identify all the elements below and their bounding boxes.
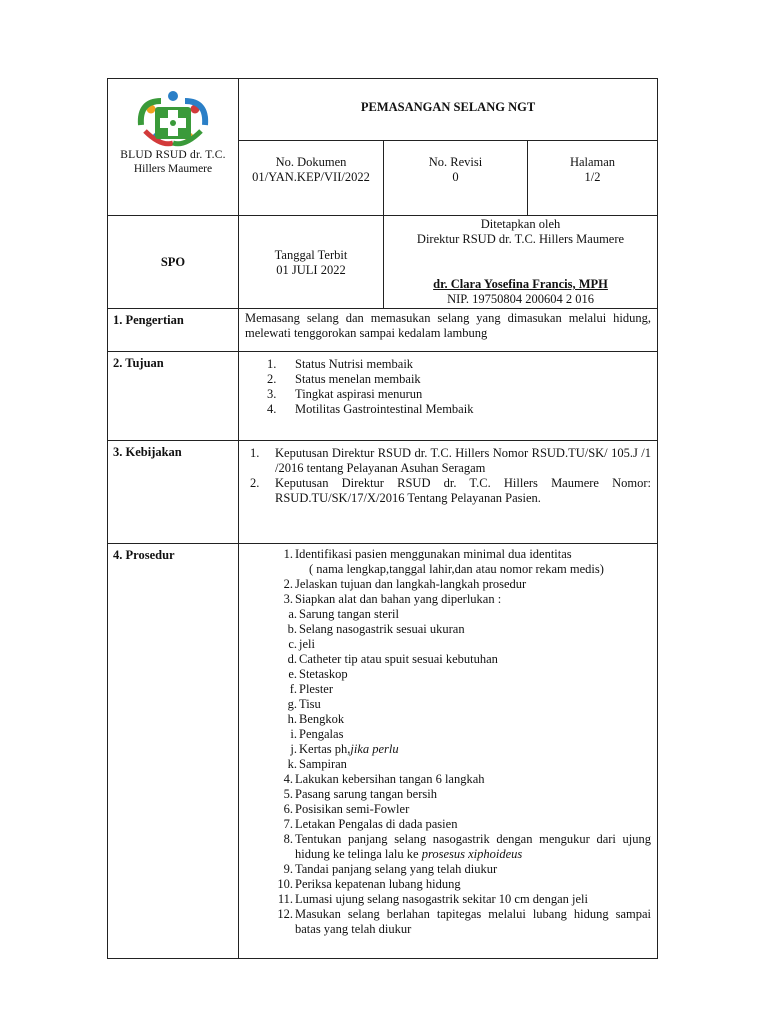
list-item: 10. Periksa kepatenan lubang hidung	[277, 877, 461, 891]
spo-label: SPO	[108, 216, 239, 309]
list-item: 1. Status Nutrisi membaik	[267, 357, 414, 371]
list-item: 8. Tentukan panjang selang nasogastrik dengan mengukur dari ujung hidung ke telinga lalu ke prosesus xiphoideus	[283, 832, 652, 861]
hospital-logo-cell	[108, 79, 239, 216]
doc-number-value: 01/YAN.KEP/VII/2022	[252, 170, 370, 184]
list-item: 7. Letakan Pengalas di dada pasien	[283, 817, 458, 831]
page-value: 1/2	[584, 170, 601, 184]
approval-cell	[384, 216, 658, 309]
sub-list-item: e. Stetaskop	[288, 667, 348, 681]
list-item: 2. Keputusan Direktur RSUD dr. T.C. Hillers Maumere Nomor: RSUD.TU/SK/17/X/2016 Tentang Pelayanan Pasien.	[250, 476, 652, 505]
section-tujuan-content	[239, 352, 658, 441]
sub-list-item: h. Bengkok	[287, 712, 345, 726]
alat-bahan-list	[249, 607, 651, 772]
list-item: 4. Motilitas Gastrointestinal Membaik	[267, 402, 474, 416]
approved-by-label: Ditetapkan oleh	[480, 217, 561, 231]
revision-cell	[384, 141, 528, 216]
hospital-name-line2: Hillers Maumere	[133, 163, 213, 175]
signer-nip: NIP. 19750804 200604 2 016	[447, 292, 594, 306]
list-item: 4. Lakukan kebersihan tangan 6 langkah	[283, 772, 485, 786]
list-item: 9. Tandai panjang selang yang telah diukur	[283, 862, 498, 876]
sub-list-item: j. Kertas ph,jika perlu	[290, 742, 399, 756]
revision-value: 0	[452, 170, 459, 184]
issue-date-value: 01 JULI 2022	[276, 263, 346, 277]
list-item: 2. Status menelan membaik	[267, 372, 421, 386]
list-item: 11. Lumasi ujung selang nasogastrik sekitar 10 cm dengan jeli	[277, 892, 588, 906]
section-prosedur-content	[239, 544, 658, 959]
sub-list-item: i. Pengalas	[290, 727, 344, 741]
sub-list-item: f. Plester	[289, 682, 334, 696]
spo-document-table	[107, 78, 658, 959]
sub-list-item: c. jeli	[288, 637, 315, 651]
section-prosedur-label: 4. Prosedur	[108, 544, 239, 959]
hospital-logo-icon	[131, 87, 215, 147]
sub-list-item: g. Tisu	[287, 697, 321, 711]
page-cell	[528, 141, 658, 216]
item1-continuation: ( nama lengkap,tanggal lahir,dan atau nomor rekam medis)	[309, 562, 604, 576]
revision-label: No. Revisi	[428, 155, 483, 169]
section-kebijakan-label: 3. Kebijakan	[108, 441, 239, 544]
issue-date-cell	[239, 216, 384, 309]
doc-number-cell	[239, 141, 384, 216]
list-item: 1. Keputusan Direktur RSUD dr. T.C. Hillers Nomor RSUD.TU/SK/ 105.J /1 /2016 tentang Pelayanan Asuhan Seragam	[250, 446, 652, 475]
list-item: 3. Siapkan alat dan bahan yang diperlukan : a. Sarung tangan steril b. Selang nasogastrik sesuai ukuran c. jeli d. Catheter tip atau spuit sesuai kebutuhan e. Stetaskop f. Plester g. Tisu h. Bengkok i. Pengalas j. Kertas ph,jika perlu k. Sampiran	[245, 592, 651, 772]
issue-date-label: Tanggal Terbit	[274, 248, 348, 262]
list-item: 5. Pasang sarung tangan bersih	[283, 787, 437, 801]
list-item: 3. Tingkat aspirasi menurun	[267, 387, 423, 401]
tujuan-list	[245, 357, 651, 417]
doc-number-label: No. Dokumen	[275, 155, 347, 169]
list-item: 6. Posisikan semi-Fowler	[283, 802, 410, 816]
director-title: Direktur RSUD dr. T.C. Hillers Maumere	[416, 232, 625, 246]
section-pengertian-text: Memasang selang dan memasukan selang yang dimasukan melalui hidung, melewati tenggorokan sampai kedalam lambung	[239, 309, 658, 352]
list-item: 1. Identifikasi pasien menggunakan minimal dua identitas ( nama lengkap,tanggal lahir,dan atau nomor rekam medis)	[245, 547, 651, 577]
list-item: 12. Masukan selang berlahan tapitegas melalui lubang hidung sampai batas yang telah diukur	[277, 907, 652, 936]
page-label: Halaman	[569, 155, 616, 169]
hospital-name-line1: BLUD RSUD dr. T.C.	[120, 149, 226, 161]
kebijakan-list	[245, 446, 651, 506]
section-pengertian-label: 1. Pengertian	[108, 309, 239, 352]
document-title: PEMASANGAN SELANG NGT	[239, 79, 658, 141]
prosedur-list	[245, 547, 651, 937]
sub-list-item: b. Selang nasogastrik sesuai ukuran	[287, 622, 465, 636]
section-tujuan-label: 2. Tujuan	[108, 352, 239, 441]
sub-list-item: a. Sarung tangan steril	[288, 607, 399, 621]
signer-name: dr. Clara Yosefina Francis, MPH	[433, 277, 608, 291]
sub-list-item: k. Sampiran	[287, 757, 347, 771]
section-kebijakan-content	[239, 441, 658, 544]
list-item: 2. Jelaskan tujuan dan langkah-langkah prosedur	[283, 577, 527, 591]
sub-list-item: d. Catheter tip atau spuit sesuai kebutuhan	[287, 652, 498, 666]
